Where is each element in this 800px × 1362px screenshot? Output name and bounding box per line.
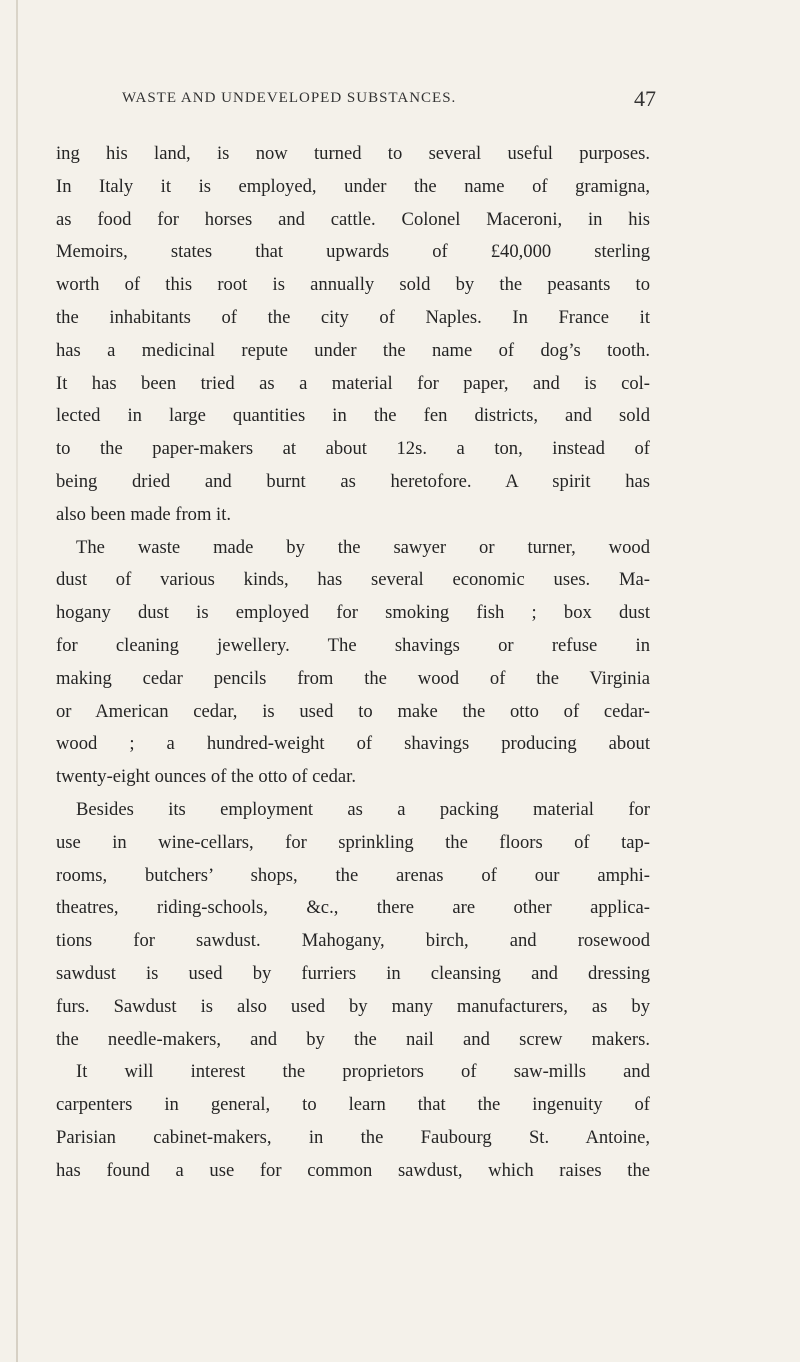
body-text	[56, 138, 650, 1188]
text-line: It has been tried as a material for paper, and is col-	[56, 372, 650, 394]
text-line: worth of this root is annually sold by the peasants to	[56, 274, 650, 296]
text-line: making cedar pencils from the wood of the Virginia	[56, 667, 650, 689]
text-line: The waste made by the sawyer or turner, wood	[76, 536, 650, 558]
text-line: furs. Sawdust is also used by many manufacturers, as by	[56, 995, 650, 1017]
text-line: ing his land, is now turned to several useful purposes.	[56, 143, 650, 164]
text-line: use in wine-cellars, for sprinkling the floors of tap-	[56, 831, 650, 853]
page-number: 47	[634, 86, 656, 111]
text-line: It will interest the proprietors of saw-mills and	[76, 1061, 650, 1083]
text-line: theatres, riding-schools, &c., there are other applica-	[56, 897, 650, 919]
text-line: hogany dust is employed for smoking fish ; box dust	[56, 602, 650, 624]
text-line: Parisian cabinet-makers, in the Faubourg St. Antoine,	[56, 1126, 650, 1148]
text-line: In Italy it is employed, under the name of gramigna,	[56, 175, 650, 197]
text-line: sawdust is used by furriers in cleansing and dressing	[56, 962, 650, 984]
running-head	[56, 86, 656, 116]
text-line: Besides its employment as a packing material for	[76, 798, 650, 820]
text-line: Memoirs, states that upwards of £40,000 sterling	[56, 241, 650, 263]
text-line: rooms, butchers’ shops, the arenas of our amphi-	[56, 864, 650, 886]
text-line: wood ; a hundred-weight of shavings producing about	[56, 733, 650, 755]
text-line: for cleaning jewellery. The shavings or refuse in	[56, 634, 650, 656]
text-line: dust of various kinds, has several economic uses. Ma-	[56, 569, 650, 591]
text-line: has found a use for common sawdust, which raises the	[56, 1159, 650, 1181]
text-line: also been made from it.	[56, 503, 232, 525]
text-line: carpenters in general, to learn that the ingenuity of	[56, 1094, 650, 1116]
text-line: being dried and burnt as heretofore. A spirit has	[56, 470, 650, 492]
text-line: or American cedar, is used to make the otto of cedar-	[56, 700, 650, 722]
text-line: to the paper-makers at about 12s. a ton, instead of	[56, 438, 650, 460]
text-line: lected in large quantities in the fen districts, and sold	[56, 405, 650, 427]
text-line: the needle-makers, and by the nail and screw makers.	[56, 1028, 650, 1050]
text-line: tions for sawdust. Mahogany, birch, and rosewood	[56, 930, 650, 952]
text-line: the inhabitants of the city of Naples. In France it	[56, 306, 650, 328]
running-title: WASTE AND UNDEVELOPED SUBSTANCES.	[122, 90, 457, 106]
text-line: has a medicinal repute under the name of dog’s tooth.	[56, 339, 650, 361]
text-line: twenty-eight ounces of the otto of cedar.	[56, 766, 356, 788]
page-edge	[16, 0, 18, 1362]
text-line: as food for horses and cattle. Colonel Maceroni, in his	[56, 208, 650, 230]
